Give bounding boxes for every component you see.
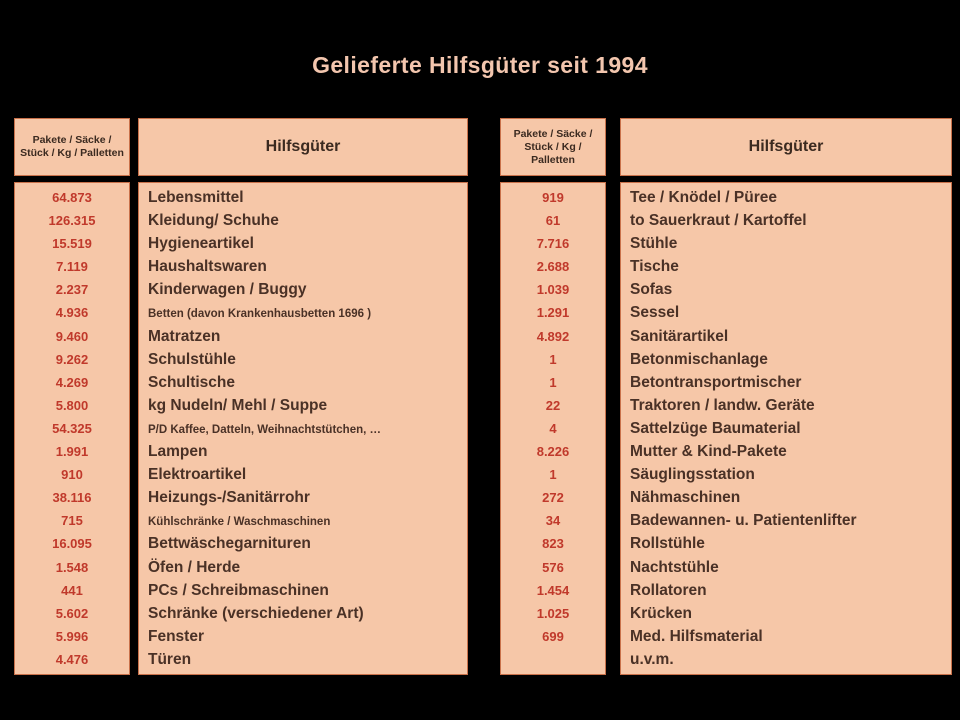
table-row bbox=[139, 394, 467, 417]
table-row bbox=[139, 602, 467, 625]
list-item: Traktoren / landw. Geräte bbox=[630, 396, 815, 414]
list-item: Sanitärartikel bbox=[630, 327, 729, 345]
table-row: 9.262 bbox=[55, 351, 89, 367]
table-row: 919 bbox=[542, 190, 564, 205]
list-item: Hygieneartikel bbox=[148, 235, 254, 253]
table-row bbox=[621, 371, 951, 394]
list-item: u.v.m. bbox=[630, 650, 674, 668]
table-row: 1 bbox=[549, 374, 557, 390]
table-row bbox=[501, 648, 605, 671]
table-row bbox=[621, 509, 951, 532]
table-row bbox=[621, 394, 951, 417]
table-row bbox=[139, 417, 467, 440]
table-row: 4.269 bbox=[55, 374, 89, 390]
list-item: Stühle bbox=[630, 235, 678, 253]
page-title: Gelieferte Hilfsgüter seit 1994 bbox=[312, 52, 648, 78]
table-row: 4.476 bbox=[55, 651, 89, 667]
table-row: 910 bbox=[61, 467, 83, 483]
list-item: Krücken bbox=[630, 604, 693, 622]
table-row: 34 bbox=[545, 513, 561, 529]
list-item: Fenster bbox=[148, 627, 204, 645]
list-item: to Sauerkraut / Kartoffel bbox=[630, 212, 807, 230]
right-amounts-body bbox=[500, 182, 606, 675]
list-item: Bettwäschegarnituren bbox=[148, 535, 311, 553]
table-row: 4 bbox=[549, 420, 557, 436]
table-row bbox=[139, 648, 467, 671]
right-amounts-column bbox=[500, 118, 606, 675]
table-row: 4.936 bbox=[55, 305, 89, 321]
table-right bbox=[500, 118, 952, 675]
list-item: Sofas bbox=[630, 281, 673, 299]
table-row bbox=[139, 278, 467, 301]
table-row bbox=[621, 417, 951, 440]
list-item: Öfen / Herde bbox=[148, 558, 241, 576]
table-row bbox=[621, 278, 951, 301]
table-row bbox=[621, 625, 951, 648]
list-item: Betten (davon Krankenhausbetten 1696 ) bbox=[148, 308, 372, 321]
table-row: 1.454 bbox=[536, 582, 570, 598]
table-row: 7.119 bbox=[56, 259, 88, 275]
list-item: Schultische bbox=[148, 373, 235, 391]
table-row bbox=[621, 348, 951, 371]
table-row: 272 bbox=[542, 490, 564, 506]
table-row bbox=[621, 325, 951, 348]
table-row bbox=[139, 556, 467, 579]
list-item: Kühlschränke / Waschmaschinen bbox=[148, 516, 331, 529]
table-row: 5.602 bbox=[55, 605, 89, 621]
table-row bbox=[621, 186, 951, 209]
table-row bbox=[139, 301, 467, 324]
table-row: 823 bbox=[542, 536, 564, 552]
list-item: Kleidung/ Schuhe bbox=[148, 212, 279, 230]
table-row: 22 bbox=[545, 397, 561, 413]
table-row bbox=[139, 186, 467, 209]
list-item: Sessel bbox=[630, 304, 680, 322]
right-items-header: Hilfsgüter bbox=[620, 118, 952, 176]
table-row bbox=[621, 648, 951, 671]
list-item: Schränke (verschiedener Art) bbox=[148, 604, 364, 622]
table-row bbox=[621, 232, 951, 255]
table-row: 16.095 bbox=[52, 536, 92, 552]
list-item: Lebensmittel bbox=[148, 189, 244, 206]
table-row: 9.460 bbox=[55, 328, 89, 344]
table-row: 1.548 bbox=[55, 559, 89, 575]
table-row: 126.315 bbox=[48, 213, 96, 229]
table-row: 1.039 bbox=[536, 282, 570, 298]
table-row bbox=[139, 348, 467, 371]
table-row bbox=[621, 209, 951, 232]
left-amounts-body bbox=[14, 182, 130, 675]
left-amounts-column bbox=[14, 118, 130, 675]
table-row: 54.325 bbox=[52, 420, 92, 436]
list-item: Kinderwagen / Buggy bbox=[148, 281, 307, 299]
table-row: 4.892 bbox=[536, 328, 570, 344]
list-item: Mutter & Kind-Pakete bbox=[630, 443, 787, 461]
table-row: 2.237 bbox=[55, 282, 89, 298]
table-row: 15.519 bbox=[52, 236, 92, 252]
table-row bbox=[139, 532, 467, 555]
table-row bbox=[621, 440, 951, 463]
list-item: Badewannen- u. Patientenlifter bbox=[630, 512, 857, 530]
table-row bbox=[621, 486, 951, 509]
table-row: 38.116 bbox=[52, 490, 92, 506]
table-row: 1 bbox=[549, 351, 557, 367]
table-row: 715 bbox=[61, 513, 83, 529]
left-amounts-header: Pakete / Säcke / Stück / Kg / Palletten bbox=[14, 118, 130, 176]
table-row: 699 bbox=[542, 628, 564, 644]
right-items-column bbox=[620, 118, 952, 675]
table-row: 8.226 bbox=[536, 444, 570, 460]
table-row bbox=[139, 509, 467, 532]
table-row: 7.716 bbox=[536, 236, 570, 252]
list-item: Rollstühle bbox=[630, 535, 705, 553]
table-row bbox=[139, 579, 467, 602]
list-item: Betontransportmischer bbox=[630, 373, 802, 391]
table-row bbox=[621, 532, 951, 555]
list-item: Sattelzüge Baumaterial bbox=[630, 419, 801, 437]
table-row: 1.025 bbox=[536, 605, 570, 621]
list-item: Tee / Knödel / Püree bbox=[630, 189, 778, 206]
right-items-body bbox=[620, 182, 952, 675]
list-item: Nachtstühle bbox=[630, 558, 719, 576]
table-row bbox=[139, 325, 467, 348]
table-row bbox=[139, 255, 467, 278]
table-row bbox=[621, 301, 951, 324]
table-row bbox=[621, 556, 951, 579]
table-row: 576 bbox=[542, 559, 564, 575]
table-row: 1.991 bbox=[55, 444, 89, 460]
table-row bbox=[621, 255, 951, 278]
list-item: Betonmischanlage bbox=[630, 350, 768, 368]
table-row bbox=[139, 371, 467, 394]
table-row: 2.688 bbox=[536, 259, 570, 275]
table-row: 64.873 bbox=[52, 190, 92, 205]
table-row bbox=[139, 209, 467, 232]
list-item: Heizungs-/Sanitärrohr bbox=[148, 489, 310, 507]
table-row: 5.800 bbox=[55, 397, 89, 413]
list-item: Schulstühle bbox=[148, 350, 236, 368]
table-row bbox=[621, 579, 951, 602]
table-row: 441 bbox=[61, 582, 83, 598]
list-item: Tische bbox=[630, 258, 679, 276]
table-row bbox=[139, 625, 467, 648]
right-amounts-header: Pakete / Säcke / Stück / Kg / Palletten bbox=[500, 118, 606, 176]
table-row bbox=[139, 486, 467, 509]
list-item: PCs / Schreibmaschinen bbox=[148, 581, 329, 599]
list-item: Med. Hilfsmaterial bbox=[630, 627, 763, 645]
table-row bbox=[139, 440, 467, 463]
list-item: Rollatoren bbox=[630, 581, 707, 599]
table-row bbox=[139, 232, 467, 255]
list-item: Säuglingsstation bbox=[630, 466, 755, 484]
table-row bbox=[621, 602, 951, 625]
table-row: 5.996 bbox=[55, 628, 89, 644]
list-item: P/D Kaffee, Datteln, Weihnachtstütchen, … bbox=[148, 423, 382, 436]
list-item: Elektroartikel bbox=[148, 466, 247, 484]
left-items-header: Hilfsgüter bbox=[138, 118, 468, 176]
list-item: Lampen bbox=[148, 443, 208, 461]
left-items-body bbox=[138, 182, 468, 675]
left-items-column bbox=[138, 118, 468, 675]
list-item: Haushaltswaren bbox=[148, 258, 267, 276]
table-row bbox=[139, 463, 467, 486]
table-left bbox=[14, 118, 468, 675]
list-item: Matratzen bbox=[148, 327, 221, 345]
table-row: 1.291 bbox=[536, 305, 570, 321]
table-row: 61 bbox=[545, 213, 561, 229]
list-item: kg Nudeln/ Mehl / Suppe bbox=[148, 396, 328, 414]
table-row: 1 bbox=[549, 467, 557, 483]
table-row bbox=[621, 463, 951, 486]
list-item: Nähmaschinen bbox=[630, 489, 741, 507]
list-item: Türen bbox=[148, 650, 192, 668]
